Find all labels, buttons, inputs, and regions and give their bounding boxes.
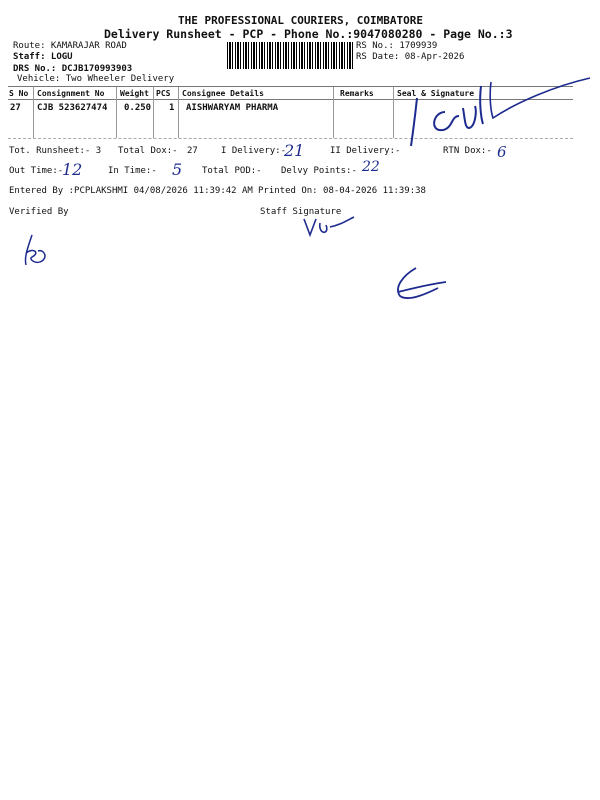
in-time-label: In Time:-	[108, 166, 157, 176]
printed-on: Printed On: 08-04-2026 11:39:38	[258, 186, 426, 196]
handwritten-delvy-points: 22	[362, 159, 380, 175]
col-divider	[333, 87, 334, 138]
drs-number: DRS No.: DCJB170993903	[13, 64, 133, 74]
row-weight: 0.250	[124, 103, 152, 113]
col-header-remarks: Remarks	[340, 89, 374, 98]
row-consignee: AISHWARYAM PHARMA	[186, 103, 279, 113]
handwritten-in-time: 5	[172, 160, 183, 179]
total-dox-label: Total Dox:-	[118, 146, 178, 156]
col-divider	[393, 87, 394, 138]
stamp-scribble	[386, 262, 456, 308]
staff-label: Staff: LOGU	[13, 52, 73, 62]
row-pcs: 1	[169, 103, 175, 113]
col-divider	[153, 87, 154, 138]
handwritten-rtn-dox: 6	[497, 143, 507, 161]
total-dox-value: 27	[187, 146, 198, 156]
col-divider	[116, 87, 117, 138]
seal-signature-scribble	[405, 72, 595, 162]
col-header-sno: S No	[9, 89, 29, 98]
col-header-weight: Weight	[120, 89, 149, 98]
vehicle-label: Vehicle: Two Wheeler Delivery	[17, 74, 175, 84]
verified-by-label: Verified By	[9, 207, 69, 217]
staff-signature-label: Staff Signature	[260, 207, 342, 217]
tot-runsheet: Tot. Runsheet:- 3	[9, 146, 102, 156]
out-time-label: Out Time:-	[9, 166, 64, 176]
col-divider	[178, 87, 179, 138]
rtn-dox-label: RTN Dox:-	[443, 146, 492, 156]
ii-delivery-label: II Delivery:-	[330, 146, 401, 156]
row-consignment: CJB 523627474	[37, 103, 108, 113]
rs-date: RS Date: 08-Apr-2026	[356, 52, 465, 62]
verified-signature-scribble	[18, 233, 58, 269]
barcode-image	[227, 42, 354, 69]
col-divider	[33, 87, 34, 138]
company-title: THE PROFESSIONAL COURIERS, COIMBATORE	[178, 14, 424, 27]
handwritten-out-time: 12	[62, 160, 83, 179]
col-header-consignment: Consignment No	[37, 89, 105, 98]
total-pod-label: Total POD:-	[202, 166, 262, 176]
route-label: Route: KAMARAJAR ROAD	[13, 41, 127, 51]
entered-by: Entered By :PCPLAKSHMI 04/08/2026 11:39:42 AM	[9, 186, 253, 196]
row-sno: 27	[10, 103, 21, 113]
delvy-points-label: Delvy Points:-	[281, 166, 357, 176]
staff-signature-scribble	[300, 213, 360, 243]
col-header-consignee: Consignee Details	[182, 89, 264, 98]
col-header-pcs: PCS	[156, 89, 171, 98]
rs-number: RS No.: 1709939	[356, 41, 438, 51]
col-header-seal-signature: Seal & Signature	[397, 89, 475, 98]
i-delivery-label: I Delivery:-	[221, 146, 287, 156]
runsheet-subtitle: Delivery Runsheet - PCP - Phone No.:9047080280 - Page No.:3	[104, 27, 513, 41]
handwritten-i-delivery: 21	[284, 141, 305, 160]
